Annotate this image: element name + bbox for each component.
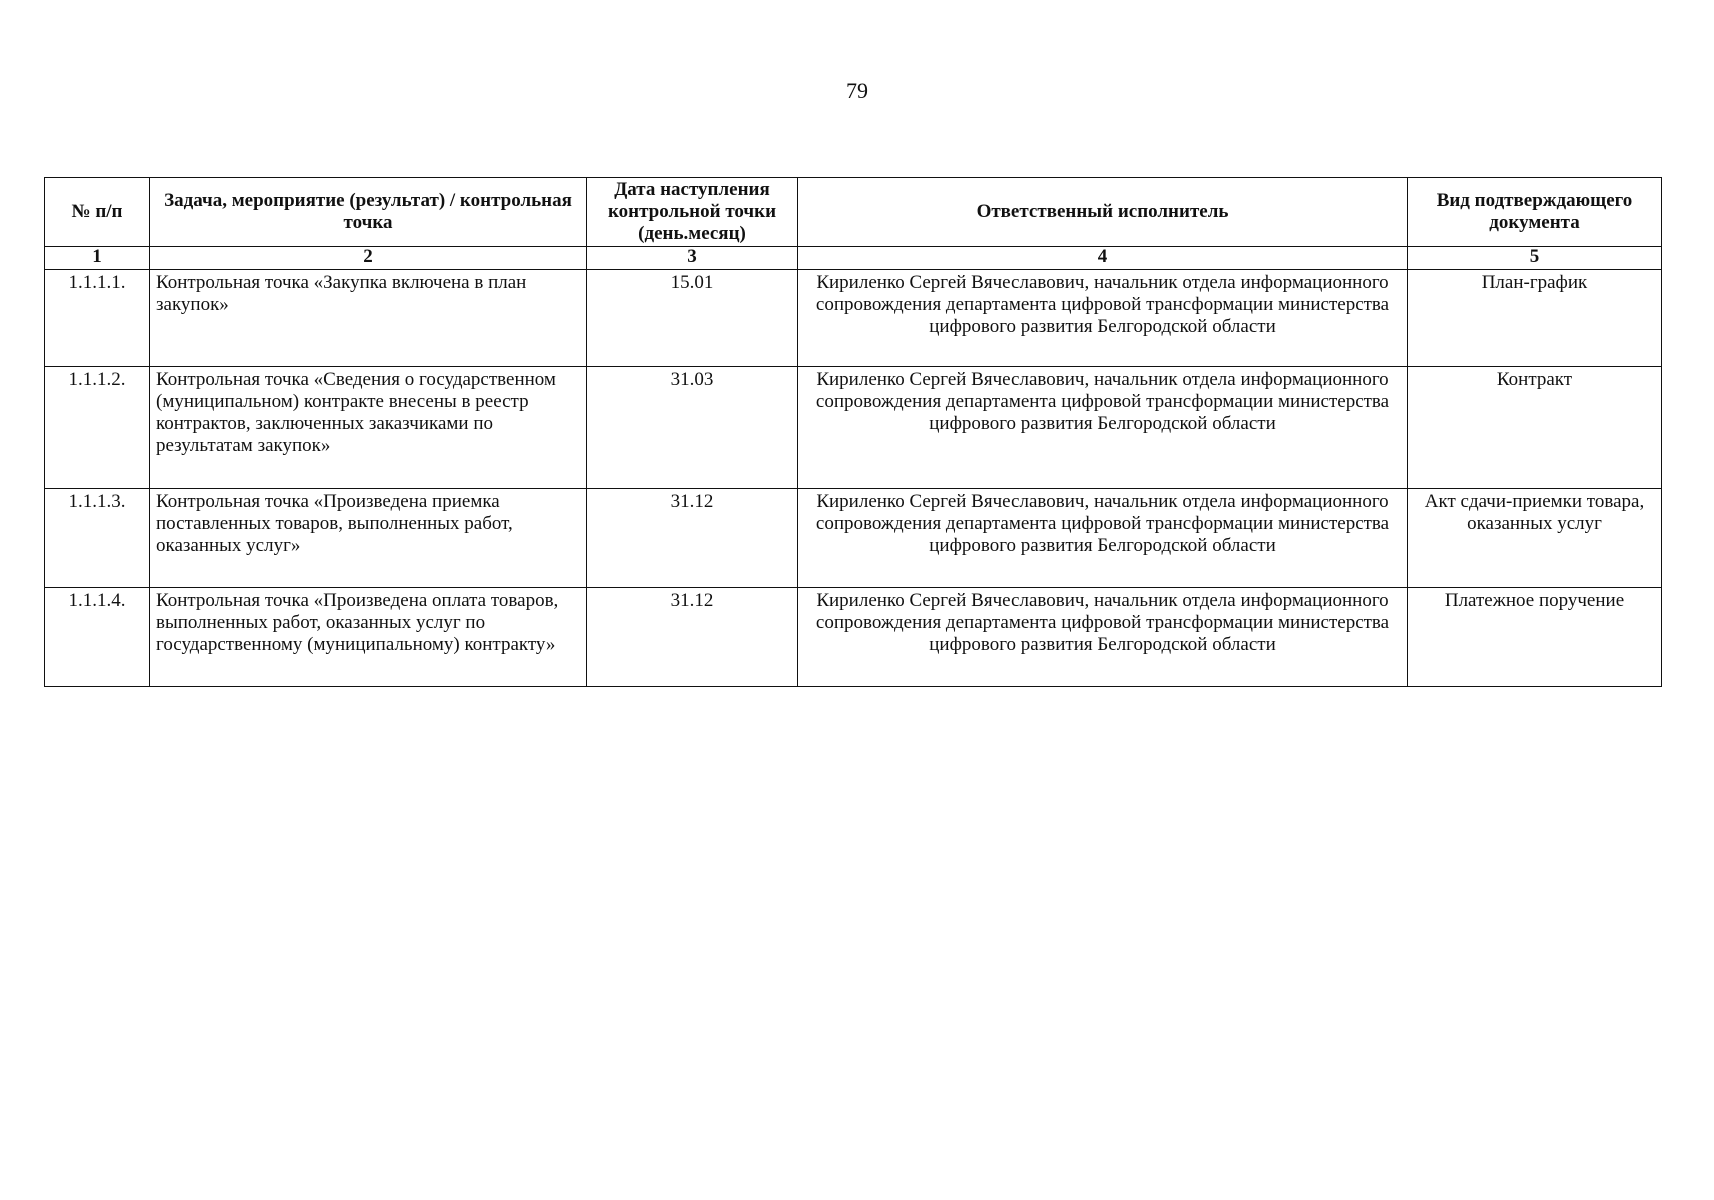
header-document: Вид подтверждающего документа xyxy=(1408,178,1662,247)
table-row xyxy=(45,588,1662,687)
column-numbers-row xyxy=(45,247,1662,270)
column-number: 2 xyxy=(150,247,587,270)
page-number: 79 xyxy=(846,78,868,103)
row-responsible: Кириленко Сергей Вячеславович, начальник отдела информационного сопровождения департамента цифровой трансформации министерства цифрового развития Белгородской области xyxy=(798,489,1408,588)
row-number: 1.1.1.4. xyxy=(45,588,150,687)
table-row xyxy=(45,270,1662,367)
row-document: Платежное поручение xyxy=(1408,588,1662,687)
row-date: 15.01 xyxy=(587,270,798,367)
row-task: Контрольная точка «Произведена приемка поставленных товаров, выполненных работ, оказанных услуг» xyxy=(150,489,587,588)
row-responsible: Кириленко Сергей Вячеславович, начальник отдела информационного сопровождения департамента цифровой трансформации министерства цифрового развития Белгородской области xyxy=(798,367,1408,489)
row-task: Контрольная точка «Сведения о государственном (муниципальном) контракте внесены в реестр контрактов, заключенных заказчиками по результатам закупок» xyxy=(150,367,587,489)
table-row xyxy=(45,367,1662,489)
column-number: 3 xyxy=(587,247,798,270)
row-number: 1.1.1.1. xyxy=(45,270,150,367)
table-header-row xyxy=(45,178,1662,247)
column-number: 4 xyxy=(798,247,1408,270)
row-responsible: Кириленко Сергей Вячеславович, начальник отдела информационного сопровождения департамента цифровой трансформации министерства цифрового развития Белгородской области xyxy=(798,588,1408,687)
header-num: № п/п xyxy=(45,178,150,247)
row-date: 31.12 xyxy=(587,588,798,687)
row-task: Контрольная точка «Закупка включена в план закупок» xyxy=(150,270,587,367)
row-number: 1.1.1.2. xyxy=(45,367,150,489)
row-date: 31.12 xyxy=(587,489,798,588)
row-document: Акт сдачи-приемки товара, оказанных услуг xyxy=(1408,489,1662,588)
row-responsible: Кириленко Сергей Вячеславович, начальник отдела информационного сопровождения департамента цифровой трансформации министерства цифрового развития Белгородской области xyxy=(798,270,1408,367)
header-date: Дата наступления контрольной точки (день.месяц) xyxy=(587,178,798,247)
table-row xyxy=(45,489,1662,588)
row-number: 1.1.1.3. xyxy=(45,489,150,588)
row-task: Контрольная точка «Произведена оплата товаров, выполненных работ, оказанных услуг по государственному (муниципальному) контракту» xyxy=(150,588,587,687)
row-document: План-график xyxy=(1408,270,1662,367)
row-date: 31.03 xyxy=(587,367,798,489)
header-task: Задача, мероприятие (результат) / контрольная точка xyxy=(150,178,587,247)
header-responsible: Ответственный исполнитель xyxy=(798,178,1408,247)
row-document: Контракт xyxy=(1408,367,1662,489)
column-number: 5 xyxy=(1408,247,1662,270)
column-number: 1 xyxy=(45,247,150,270)
control-points-table xyxy=(44,177,1662,687)
